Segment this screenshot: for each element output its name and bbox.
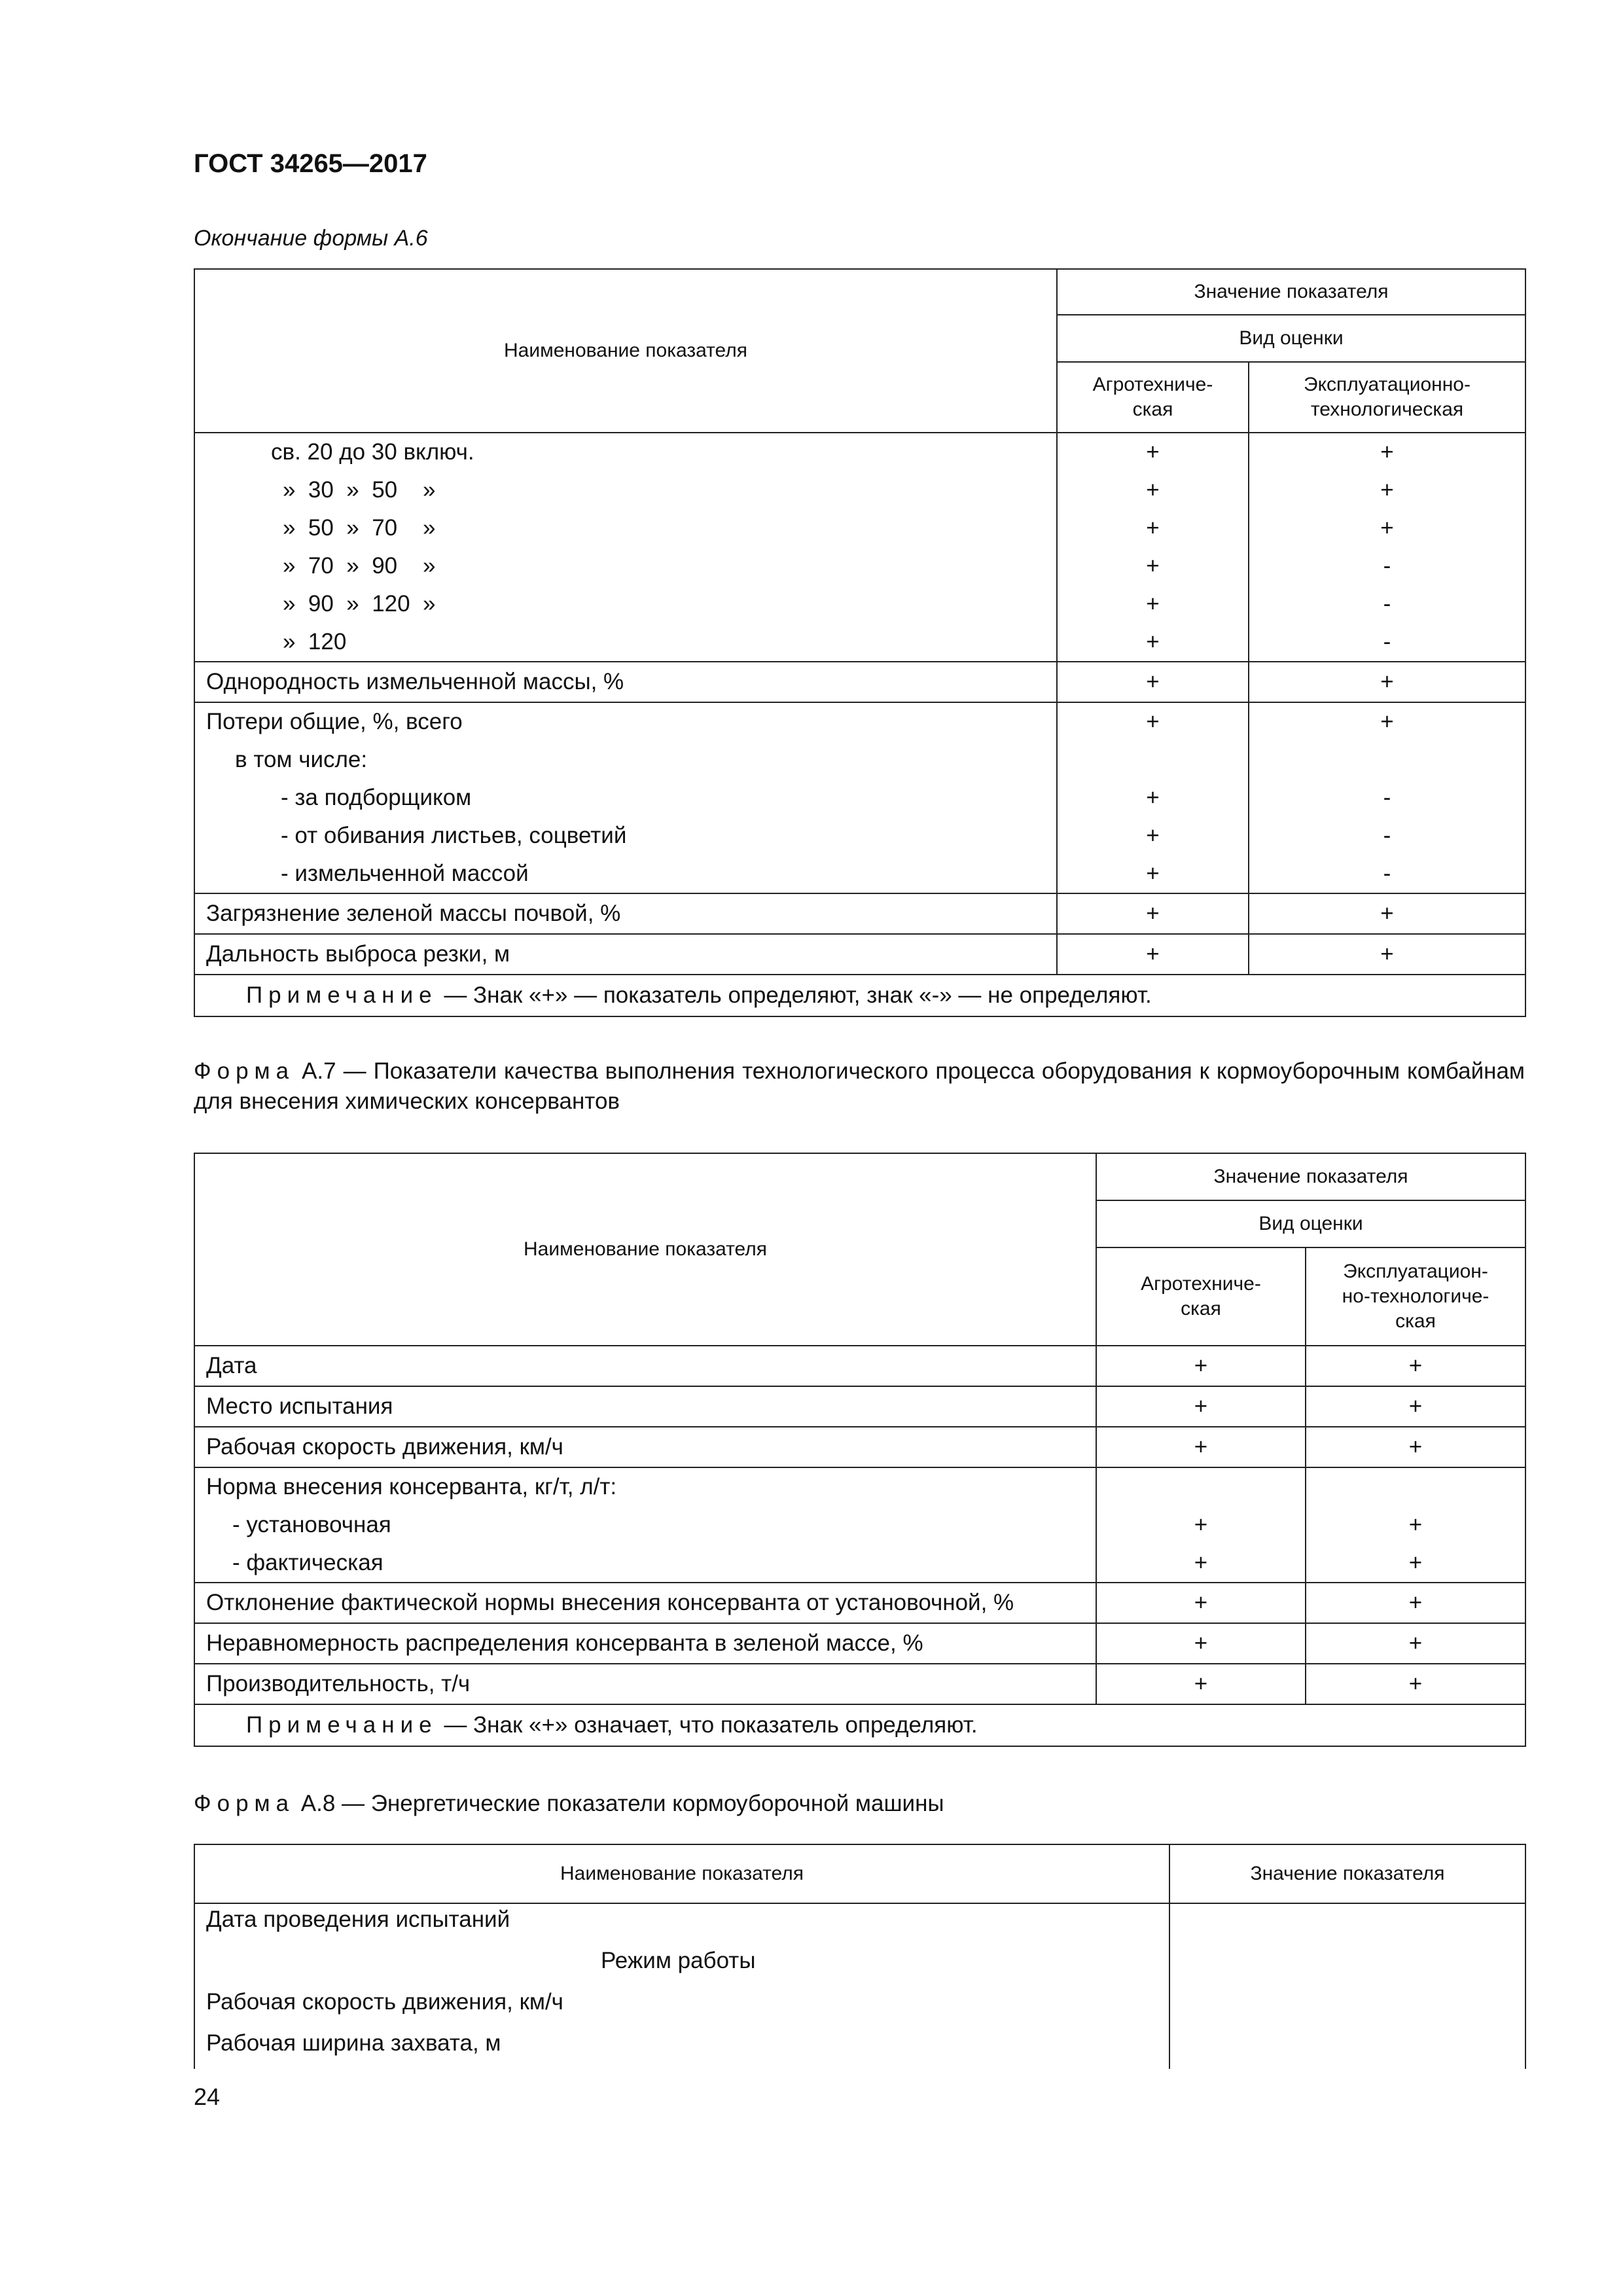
row-agro: +: [1057, 662, 1249, 702]
row-agro: +: [1096, 1623, 1306, 1664]
page-number: 24: [194, 2083, 221, 2110]
row-expl: +: [1306, 1583, 1525, 1623]
form-word: Форма: [194, 1058, 295, 1084]
row-label-width: Рабочая ширина захвата, м: [206, 2030, 501, 2056]
energy-values: [1169, 1903, 1525, 2069]
range-labels: [194, 433, 1057, 662]
range-label: » 120: [283, 629, 347, 655]
row-expl: +: [1306, 1346, 1525, 1386]
header-indicator-name: Наименование показателя: [194, 1844, 1169, 1903]
standard-designation: ГОСТ 34265—2017: [194, 149, 427, 178]
form-a7-table: [194, 1153, 1526, 1747]
header-indicator-name: Наименование показателя: [194, 1153, 1096, 1346]
row-label: Производительность, т/ч: [194, 1664, 1096, 1704]
form-a7-caption: [194, 1056, 1525, 1117]
losses-agro-values: + + + +: [1057, 702, 1249, 893]
header-indicator-value: Значение показателя: [1096, 1153, 1525, 1200]
header-agrotechnical: Агротехниче- ская: [1096, 1247, 1306, 1346]
range-label: » 70 » 90 »: [283, 553, 436, 579]
norm-labels: Норма внесения консерванта, кг/т, л/т: - установочная - фактическая: [194, 1467, 1096, 1583]
table-row: [194, 1467, 1525, 1583]
row-label-mode: Режим работы: [601, 1948, 756, 1973]
table-row: [194, 934, 1525, 975]
header-assessment-kind: Вид оценки: [1057, 315, 1525, 362]
range-label: » 50 » 70 »: [283, 515, 436, 541]
form-word: Форма: [194, 1791, 295, 1816]
row-label: Неравномерность распределения консерванта в зеленой массе, %: [194, 1623, 1096, 1664]
header-indicator-value: Значение показателя: [1169, 1844, 1525, 1903]
losses-expl-values: + - - -: [1249, 702, 1525, 893]
range-label: » 30 » 50 »: [283, 477, 436, 503]
row-label: Дальность выброса резки, м: [194, 934, 1057, 975]
range-expl-values: + + + - - -: [1249, 433, 1525, 662]
header-indicator-value: Значение показателя: [1057, 269, 1525, 315]
row-label: Рабочая скорость движения, км/ч: [194, 1427, 1096, 1467]
table-row: [194, 1583, 1525, 1623]
row-agro: +: [1057, 893, 1249, 934]
range-label: » 90 » 120 »: [283, 591, 436, 617]
table-row: [194, 702, 1525, 893]
range-agro-values: + + + + + +: [1057, 433, 1249, 662]
row-agro: +: [1096, 1346, 1306, 1386]
header-agrotechnical: Агротехниче- ская: [1057, 362, 1249, 433]
row-label: Отклонение фактической нормы внесения консерванта от установочной, %: [194, 1583, 1096, 1623]
table-row: [194, 1664, 1525, 1704]
row-expl: +: [1306, 1623, 1525, 1664]
norm-agro-values: + +: [1096, 1467, 1306, 1583]
table-row: [194, 433, 1525, 662]
header-operational: Эксплуатацион- но-технологиче- ская: [1306, 1247, 1525, 1346]
norm-expl-values: + +: [1306, 1467, 1525, 1583]
table-row: [194, 1346, 1525, 1386]
caption-text: А.8 — Энергетические показатели кормоуборочной машины: [294, 1791, 944, 1816]
table-note-row: [194, 1704, 1525, 1746]
row-expl: +: [1306, 1664, 1525, 1704]
header-indicator-name: Наименование показателя: [194, 269, 1057, 433]
row-expl: +: [1306, 1427, 1525, 1467]
row-label: Дата: [194, 1346, 1096, 1386]
header-operational: Эксплуатационно- технологическая: [1249, 362, 1525, 433]
range-label: св. 20 до 30 включ.: [271, 439, 474, 465]
table-row: [194, 1386, 1525, 1427]
table-note: [194, 975, 1525, 1016]
row-label: Место испытания: [194, 1386, 1096, 1427]
table-note: [194, 1704, 1525, 1746]
row-expl: +: [1306, 1386, 1525, 1427]
form-a8-table: [194, 1844, 1526, 2069]
table-row: [194, 1427, 1525, 1467]
energy-labels: [194, 1903, 1169, 2069]
row-label: Однородность измельченной массы, %: [194, 662, 1057, 702]
losses-labels: Потери общие, %, всего в том числе: - за подборщиком - от обивания листьев, соцветий - измельченной массой: [194, 702, 1057, 893]
note-text: — Знак «+» означает, что показатель определяют.: [437, 1712, 978, 1738]
row-label-speed: Рабочая скорость движения, км/ч: [206, 1989, 563, 2015]
header-assessment-kind: Вид оценки: [1096, 1200, 1525, 1247]
note-text: — Знак «+» — показатель определяют, знак «-» — не определяют.: [437, 982, 1152, 1008]
table-row: [194, 1903, 1525, 2069]
row-agro: +: [1057, 934, 1249, 975]
row-agro: +: [1096, 1583, 1306, 1623]
note-word: Примечание: [246, 1712, 438, 1738]
row-label: Загрязнение зеленой массы почвой, %: [194, 893, 1057, 934]
caption-text: А.7 — Показатели качества выполнения технологического процесса оборудования к кормоуборочным комбайнам для внесения химических консервантов: [194, 1058, 1525, 1114]
table-row: [194, 1623, 1525, 1664]
row-expl: +: [1249, 893, 1525, 934]
table-row: [194, 662, 1525, 702]
table-note-row: [194, 975, 1525, 1016]
row-expl: +: [1249, 934, 1525, 975]
row-agro: +: [1096, 1386, 1306, 1427]
continuation-label: Окончание формы А.6: [194, 226, 428, 251]
row-label-date: Дата проведения испытаний: [206, 1907, 510, 1932]
form-a8-caption: [194, 1789, 1525, 1819]
form-a6-table: [194, 268, 1526, 1017]
row-agro: +: [1096, 1664, 1306, 1704]
table-row: [194, 893, 1525, 934]
row-expl: +: [1249, 662, 1525, 702]
row-agro: +: [1096, 1427, 1306, 1467]
note-word: Примечание: [246, 982, 438, 1008]
